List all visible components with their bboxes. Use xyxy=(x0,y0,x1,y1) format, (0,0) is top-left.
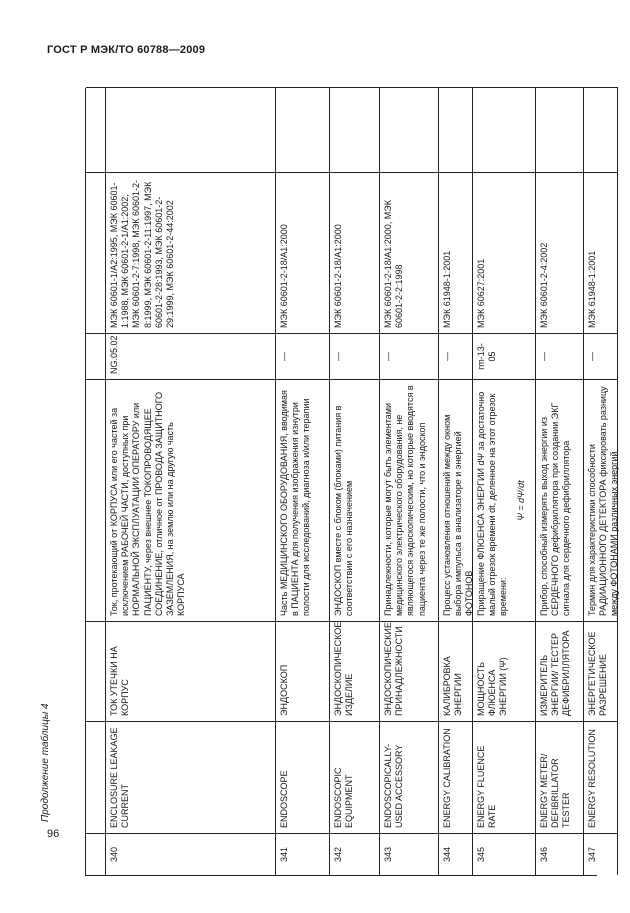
term-english-text: ENDOSCOPE xyxy=(279,770,289,828)
term-code-text: rm-13-05 xyxy=(476,343,498,370)
term-definition-text: Термин для характеристики способности РАДИАЦИОННОГО ДЕТЕКТОРА фиксировать разницу между ФОТОНАМИ различных энергий xyxy=(587,386,620,616)
term-number xyxy=(536,833,584,875)
header-strip-cell xyxy=(86,87,106,172)
term-definition-text: Приращение ФЛЮЕНСА ЭНЕРГИИ dΨ за достаточно малый отрезок времени dt, деленное на этот отрезок времени: xyxy=(476,391,509,616)
term-english-text: ENDOSCOPIC EQUIPMENT xyxy=(333,767,355,828)
term-code-text: — xyxy=(333,352,343,361)
term-number xyxy=(584,833,618,875)
term-russian xyxy=(473,621,536,721)
term-code xyxy=(473,333,536,379)
term-source xyxy=(584,172,618,333)
term-definition-text: ЭНДОСКОП вместе с блоком (блоками) питания в соответствии с его назначением xyxy=(333,405,355,616)
term-english xyxy=(439,721,473,833)
term-definition xyxy=(276,379,330,621)
term-english-text: ENCLOSURE LEAKAGE CURRENT xyxy=(109,727,131,828)
term-number xyxy=(276,833,330,875)
term-code xyxy=(584,333,618,379)
empty-cell xyxy=(473,87,536,172)
term-number-text: 343 xyxy=(383,846,393,863)
term-russian xyxy=(380,621,439,721)
empty-cell xyxy=(330,87,380,172)
term-definition-text: Часть МЕДИЦИНСКОГО ОБОРУДОВАНИЯ, вводимая в ПАЦИЕНТА для получения изображения изнутри полости для исследований, диагноза и/или терапии xyxy=(279,390,312,616)
term-english xyxy=(584,721,618,833)
term-number xyxy=(380,833,439,875)
term-russian-text: ЭНДОСКОП xyxy=(279,664,289,716)
header-strip-cell xyxy=(86,333,106,379)
term-russian xyxy=(439,621,473,721)
term-definition xyxy=(106,379,276,621)
term-number-text: 347 xyxy=(587,846,597,863)
term-english xyxy=(536,721,584,833)
term-english-text: ENERGY METER/ DEFIBRILLATOR TESTER xyxy=(539,753,572,828)
term-source xyxy=(439,172,473,333)
term-russian-text: МОЩНОСТЬ ФЛЮЕНСА ЭНЕРГИИ (Ψ) xyxy=(476,657,509,716)
term-source xyxy=(330,172,380,333)
term-code-text: — xyxy=(383,352,393,361)
term-code xyxy=(330,333,380,379)
empty-cell xyxy=(536,87,584,172)
term-definition xyxy=(584,379,618,621)
term-russian-text: ЭНДОСКОПИЧЕСКОЕ ИЗДЕЛИЕ xyxy=(333,621,355,716)
term-code xyxy=(276,333,330,379)
term-number-text: 341 xyxy=(279,846,289,863)
document-header: ГОСТ Р МЭК/ТО 60788—2009 xyxy=(47,44,206,56)
term-russian xyxy=(106,621,276,721)
term-english xyxy=(330,721,380,833)
term-formula: Ψ = dΨ/dt xyxy=(515,480,526,521)
term-definition xyxy=(536,379,584,621)
term-source-text: МЭК 61948-1:2001 xyxy=(587,250,597,328)
header-strip-cell xyxy=(86,721,106,833)
term-code-text: — xyxy=(279,352,289,361)
term-english-text: ENERGY RESOLUTION xyxy=(587,729,597,828)
term-source-text: МЭК 60601-2-18/А1:2000, МЭК 60601-2-2:1998 xyxy=(383,200,405,328)
term-code xyxy=(536,333,584,379)
term-number-text: 340 xyxy=(109,846,119,863)
term-source xyxy=(276,172,330,333)
term-definition-text: Прибор, способный измерять выход энергии из СЕРДЕЧНОГО дефибриллятора при создании ЭКГ сигнала для сердечного дефибриллятора xyxy=(539,402,572,616)
term-code-text: — xyxy=(442,352,452,361)
term-code xyxy=(439,333,473,379)
term-russian xyxy=(330,621,380,721)
header-strip-cell xyxy=(86,379,106,621)
term-definition-text: Принадлежности, которые могут быть элементами медицинского электрического оборудования, не являющегося эндоскопическим, но которые вводятся в пациента через те же полости, что и эндоскоп xyxy=(383,385,427,616)
term-source-text: МЭК 60601-2-18/А1:2000 xyxy=(333,224,343,328)
header-strip-cell xyxy=(86,833,106,875)
term-source-text: МЭК 60601-2-18/А1:2000 xyxy=(279,224,289,328)
empty-cell xyxy=(106,87,276,172)
term-source-text: МЭК 60627:2001 xyxy=(476,258,486,328)
term-russian-text: КАЛИБРОВКА ЭНЕРГИИ xyxy=(442,656,464,716)
term-source xyxy=(536,172,584,333)
empty-cell xyxy=(380,87,439,172)
term-russian-text: ЭНЕРГЕТИЧЕСКОЕ РАЗРЕШЕНИЕ xyxy=(587,631,609,716)
term-definition xyxy=(473,379,536,621)
term-english-text: ENERGY FLUENCE RATE xyxy=(476,745,498,828)
term-english xyxy=(276,721,330,833)
table-continuation-caption: Продолжение таблицы 4 xyxy=(40,703,51,822)
term-definition xyxy=(330,379,380,621)
term-definition xyxy=(380,379,439,621)
term-definition-text: Процесс установления отношений между окном выбора импульса в анализаторе и энергией ФОТОНОВ xyxy=(442,414,475,616)
page-number: 96 xyxy=(47,828,60,840)
term-definition xyxy=(439,379,473,621)
term-source-text: МЭК 61948-1:2001 xyxy=(442,250,452,328)
term-english xyxy=(106,721,276,833)
terms-table xyxy=(85,88,620,876)
term-number xyxy=(439,833,473,875)
term-russian xyxy=(584,621,618,721)
term-source xyxy=(106,172,276,333)
term-number-text: 345 xyxy=(476,846,486,863)
term-source-text: МЭК 60601-1/А2:1995, МЭК 60601-1:1988, МЭК 60601-2-1/А1:2002, МЭК 60601-2-7:1998, МЭК 60601-2-8:1999, МЭК 60601-2-11:1997, МЭК 60601-2-28:1993, МЭК 60601-2-29:1999, МЭК 60601-2-44:2002 xyxy=(109,180,176,328)
empty-cell xyxy=(584,87,618,172)
term-russian-text: ИЗМЕРИТЕЛЬ ЭНЕРГИИ/ ТЕСТЕР ДЕФИБРИЛЛЯТОРА xyxy=(539,630,572,716)
term-russian xyxy=(536,621,584,721)
term-number-text: 344 xyxy=(442,846,452,863)
term-english xyxy=(473,721,536,833)
term-source xyxy=(473,172,536,333)
term-english xyxy=(380,721,439,833)
empty-cell xyxy=(276,87,330,172)
term-number xyxy=(473,833,536,875)
term-number-text: 346 xyxy=(539,846,549,863)
term-code-text: — xyxy=(539,352,549,361)
term-number xyxy=(330,833,380,875)
term-russian-text: ЭНДОСКОПИЧЕСКИЕ ПРИНАДЛЕЖНОСТИ xyxy=(383,622,405,716)
term-russian-text: ТОК УТЕЧКИ НА КОРПУС xyxy=(109,646,131,716)
term-english-text: ENDOSCOPICALLY-USED ACCESSORY xyxy=(383,743,405,828)
term-source xyxy=(380,172,439,333)
terms-table-grid xyxy=(85,88,620,876)
term-code-text: NG.05.02 xyxy=(109,335,119,374)
term-definition-text: Ток, протекающий от КОРПУСА или его частей за исключением РАБОЧЕЙ ЧАСТИ, доступных при НОРМАЛЬНОЙ ЭКСПЛУАТАЦИИ ОПЕРАТОРУ или ПАЦИЕНТУ, через внешнее ТОКОПРОВОДЯЩЕЕ СОЕДИНЕНИЕ, отличное от ПРОВОДА ЗАЩИТНОГО ЗАЗЕМЛЕНИЯ, на землю или на другую часть КОРПУСА xyxy=(109,391,187,616)
term-russian xyxy=(276,621,330,721)
term-number xyxy=(106,833,276,875)
term-code xyxy=(106,333,276,379)
term-number-text: 342 xyxy=(333,846,343,863)
term-english-text: ENERGY CALIBRATION xyxy=(442,728,452,828)
empty-cell xyxy=(439,87,473,172)
header-strip-cell xyxy=(86,172,106,333)
term-code-text: — xyxy=(587,352,597,361)
term-code xyxy=(380,333,439,379)
term-source-text: МЭК 60601-2-4:2002 xyxy=(539,242,549,328)
header-strip-cell xyxy=(86,621,106,721)
